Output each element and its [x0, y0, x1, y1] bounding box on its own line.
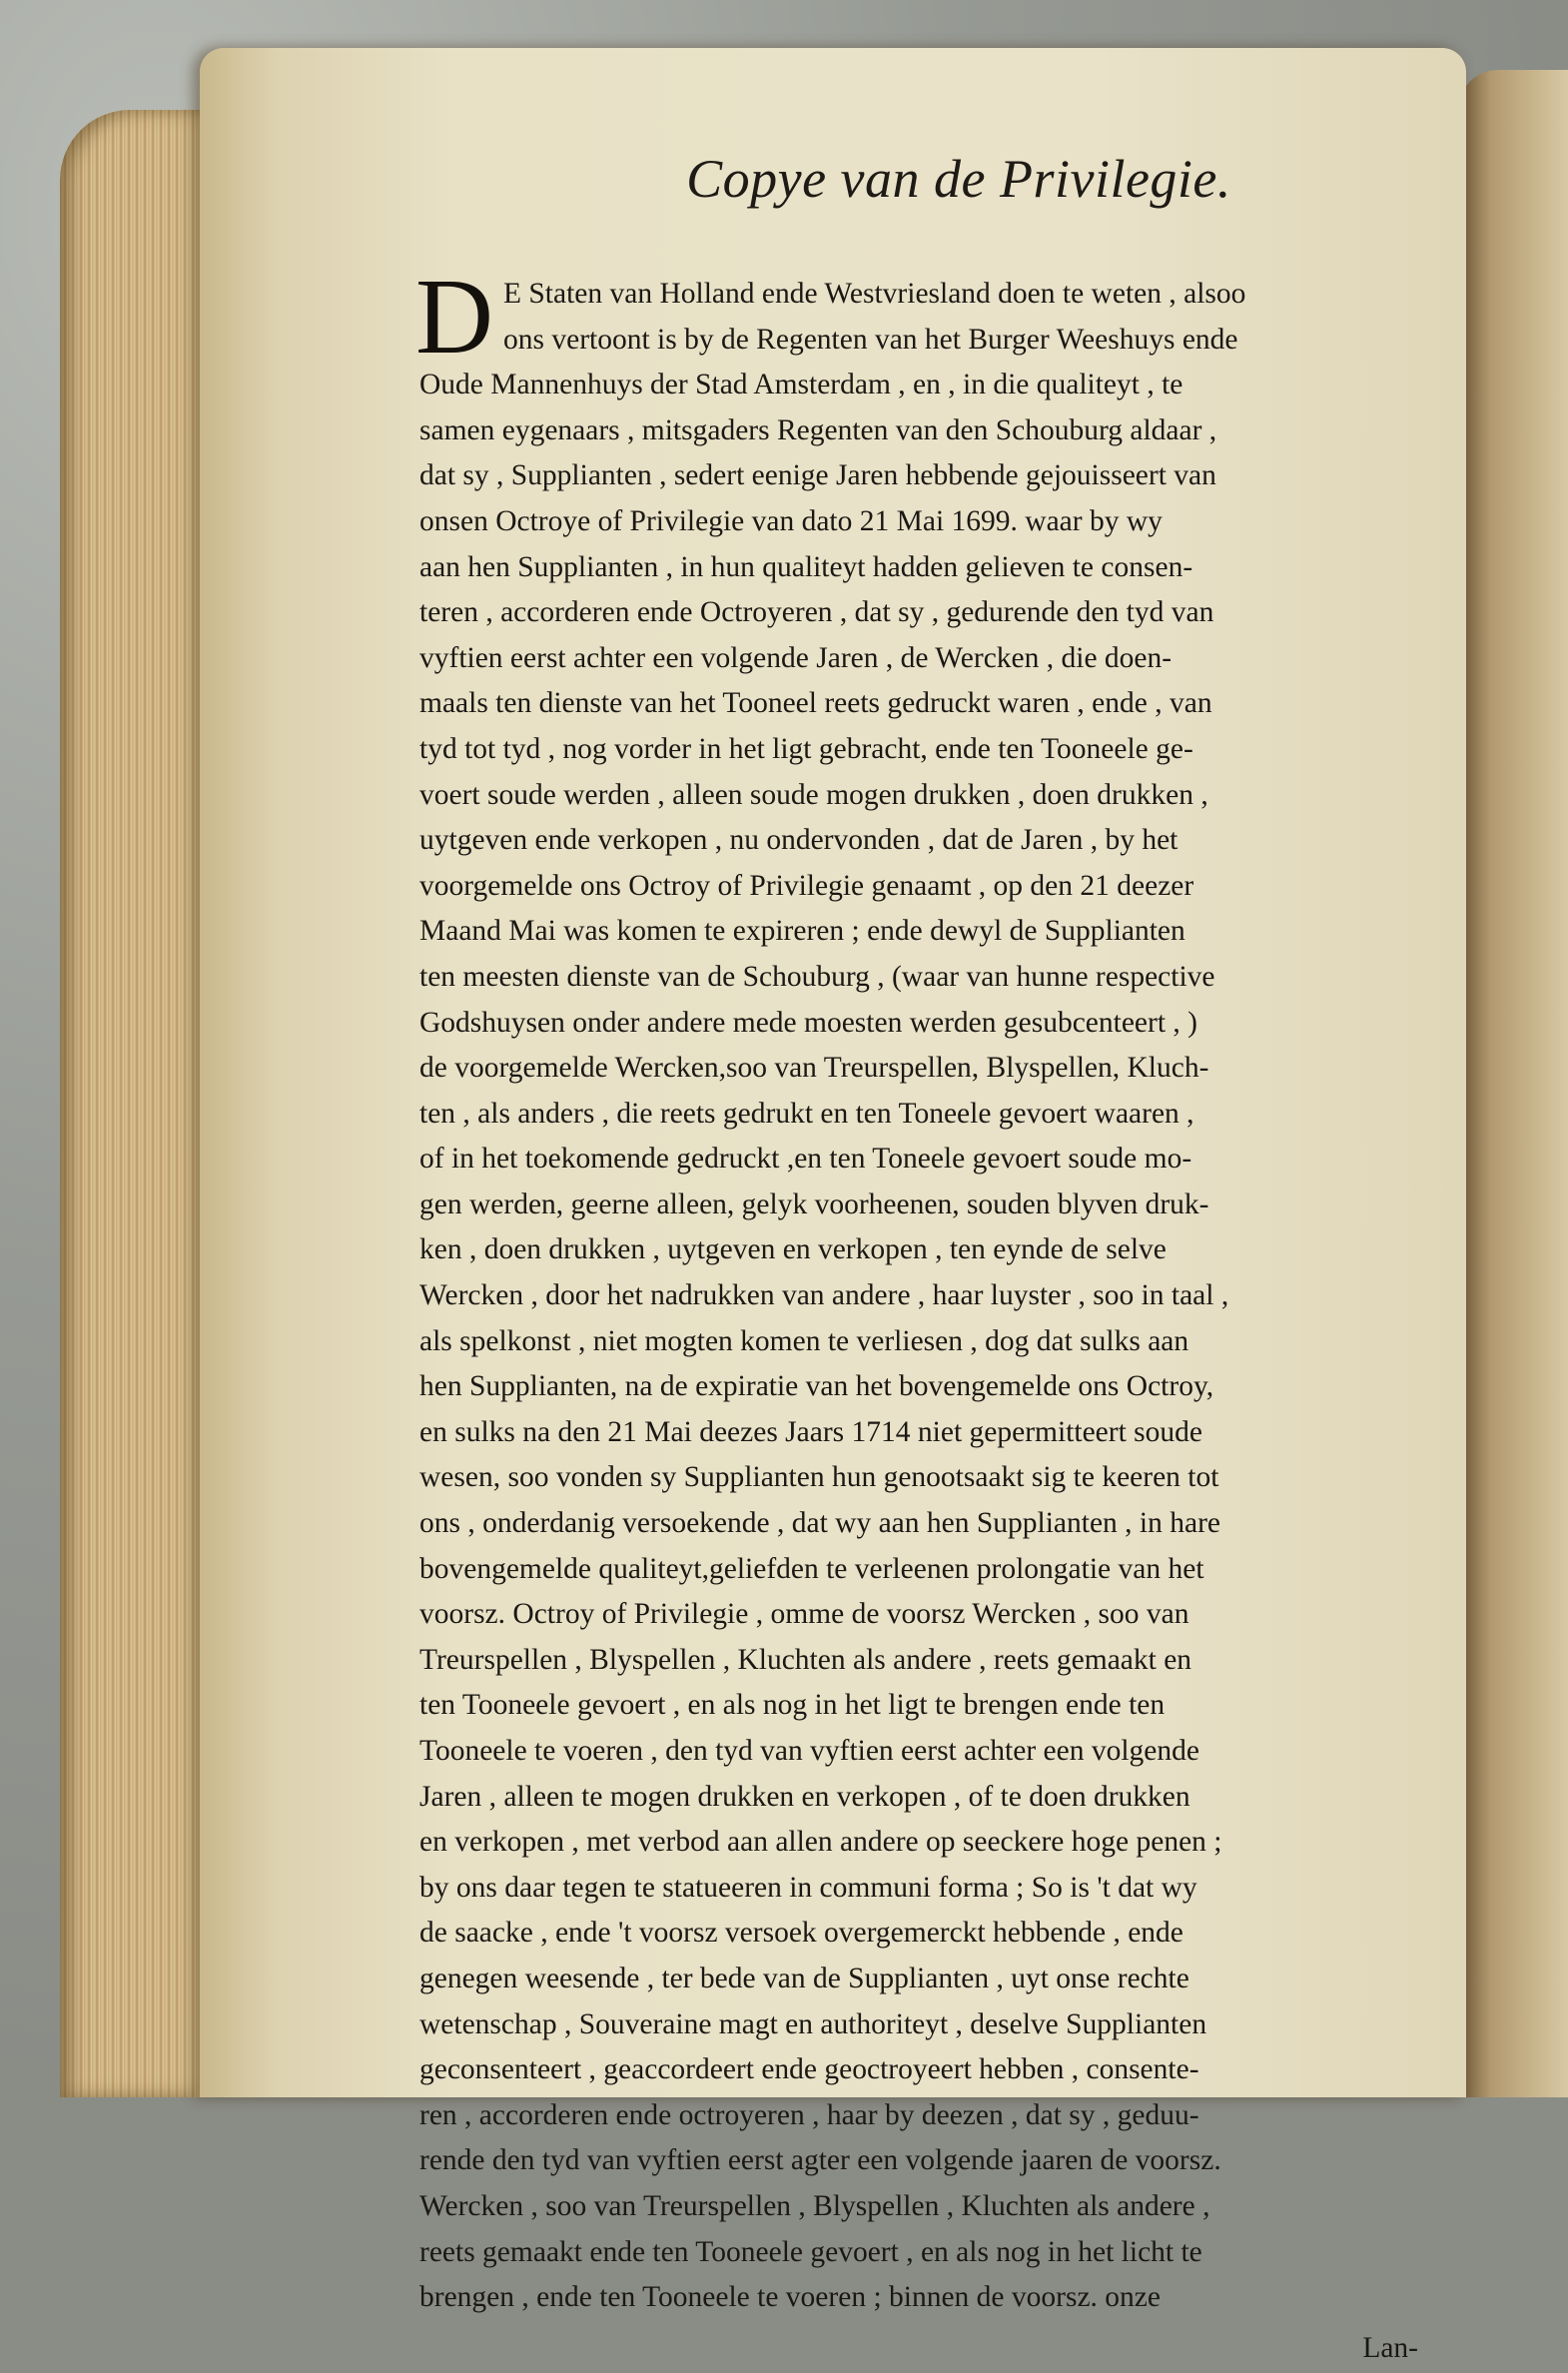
- text-line: wetenschap , Souveraine magt en authoriteyt , deselve Supplianten: [419, 2007, 1207, 2040]
- text-line: vyftien eerst achter een volgende Jaren , de Wercken , die doen-: [419, 641, 1173, 674]
- text-line: gen werden, geerne alleen, gelyk voorheenen, souden blyven druk-: [419, 1187, 1209, 1220]
- text-line: ten meesten dienste van de Schouburg , (waar van hunne respective: [419, 960, 1215, 993]
- text-line: bovengemelde qualiteyt,geliefden te verleenen prolongatie van het: [419, 1552, 1204, 1585]
- text-line: Treurspellen , Blyspellen , Kluchten als andere , reets gemaakt en: [419, 1643, 1192, 1676]
- text-line: Godshuysen onder andere mede moesten werden gesubcenteert , ): [419, 1006, 1197, 1039]
- text-line: ken , doen drukken , uytgeven en verkopen , ten eynde de selve: [419, 1233, 1167, 1266]
- text-line: of in het toekomende gedruckt ,en ten Toneele gevoert soude mo-: [419, 1143, 1192, 1176]
- text-line: tyd tot tyd , nog vorder in het ligt gebracht, ende ten Tooneele ge-: [419, 732, 1193, 765]
- text-line: voorsz. Octroy of Privilegie , omme de voorsz Wercken , soo van: [419, 1598, 1189, 1631]
- book-page: [200, 48, 1466, 2364]
- text-line: dat sy , Supplianten , sedert eenige Jaren hebbende gejouisseert van: [419, 459, 1216, 492]
- text-line: en verkopen , met verbod aan allen andere op seeckere hoge penen ;: [419, 1826, 1222, 1859]
- text-line: voert soude werden , alleen soude mogen drukken , doen drukken ,: [419, 778, 1208, 811]
- text-line: en sulks na den 21 Mai deezes Jaars 1714 niet gepermitteert soude: [419, 1415, 1202, 1448]
- catchword: Lan-: [1362, 2331, 1418, 2364]
- text-line: aan hen Supplianten , in hun qualiteyt hadden gelieven te consen-: [419, 550, 1193, 583]
- text-line: de saacke , ende 't voorsz versoek overgemerckt hebbende , ende: [419, 1917, 1183, 1950]
- facing-page-edge: [1458, 70, 1568, 2097]
- text-line: Maand Mai was komen te expireren ; ende dewyl de Supplianten: [419, 915, 1185, 948]
- text-line: brengen , ende ten Tooneele te voeren ; binnen de voorsz. onze: [419, 2281, 1161, 2314]
- text-line: ten , als anders , die reets gedrukt en ten Toneele gevoert waaren ,: [419, 1097, 1194, 1130]
- page-heading: Copye van de Privilegie.: [686, 149, 1231, 209]
- privilege-text: [415, 258, 1418, 2321]
- page-content: [415, 148, 1418, 2373]
- text-line: ten Tooneele gevoert , en als nog in het ligt te brengen ende ten: [419, 1689, 1166, 1722]
- text-line: Oude Mannenhuys der Stad Amsterdam , en , in die qualiteyt , te: [419, 369, 1183, 401]
- drop-cap-initial: D: [415, 258, 493, 377]
- text-line: de voorgemelde Wercken,soo van Treurspellen, Blyspellen, Kluch-: [419, 1052, 1209, 1085]
- text-line: rende den tyd van vyftien eerst agter een volgende jaaren de voorsz.: [419, 2144, 1221, 2177]
- text-line: by ons daar tegen te statueeren in communi forma ; So is 't dat wy: [419, 1871, 1197, 1904]
- text-line: Tooneele te voeren , den tyd van vyftien eerst achter een volgende: [419, 1735, 1199, 1767]
- text-line: maals ten dienste van het Tooneel reets gedruckt waren , ende , van: [419, 687, 1212, 720]
- text-line: genegen weesende , ter bede van de Supplianten , uyt onse rechte: [419, 1962, 1189, 1994]
- text-line: onsen Octroye of Privilegie van dato 21 Mai 1699. waar by wy: [419, 504, 1163, 537]
- text-line: hen Supplianten, na de expiratie van het bovengemelde ons Octroy,: [419, 1370, 1214, 1403]
- text-line: wesen, soo vonden sy Supplianten hun genootsaakt sig te keeren tot: [419, 1461, 1219, 1494]
- text-line: teren , accorderen ende Octroyeren , dat sy , gedurende den tyd van: [419, 596, 1214, 629]
- text-line: reets gemaakt ende ten Tooneele gevoert , en als nog in het licht te: [419, 2235, 1202, 2268]
- text-line: ren , accorderen ende octroyeren , haar by deezen , dat sy , geduu-: [419, 2098, 1199, 2131]
- text-line: Wercken , door het nadrukken van andere , haar luyster , soo in taal ,: [419, 1279, 1229, 1312]
- text-line: Jaren , alleen te mogen drukken en verkopen , of te doen drukken: [419, 1780, 1190, 1813]
- text-line: Wercken , soo van Treurspellen , Blyspellen , Kluchten als andere ,: [419, 2189, 1210, 2222]
- text-line: ons , onderdanig versoekende , dat wy aan hen Supplianten , in hare: [419, 1507, 1221, 1540]
- text-line: uytgeven ende verkopen , nu ondervonden , dat de Jaren , by het: [419, 824, 1178, 857]
- text-line: E Staten van Holland ende Westvriesland doen te weten , alsoo: [503, 278, 1246, 310]
- text-line: ons vertoont is by de Regenten van het Burger Weeshuys ende: [503, 323, 1238, 356]
- book-page-edges: [60, 110, 210, 2097]
- text-line: als spelkonst , niet mogten komen te verliesen , dog dat sulks aan: [419, 1324, 1189, 1357]
- text-line: voorgemelde ons Octroy of Privilegie genaamt , op den 21 deezer: [419, 869, 1194, 902]
- text-line: samen eygenaars , mitsgaders Regenten van den Schouburg aldaar ,: [419, 413, 1217, 446]
- text-line: geconsenteert , geaccordeert ende geoctroyeert hebben , consente-: [419, 2053, 1199, 2086]
